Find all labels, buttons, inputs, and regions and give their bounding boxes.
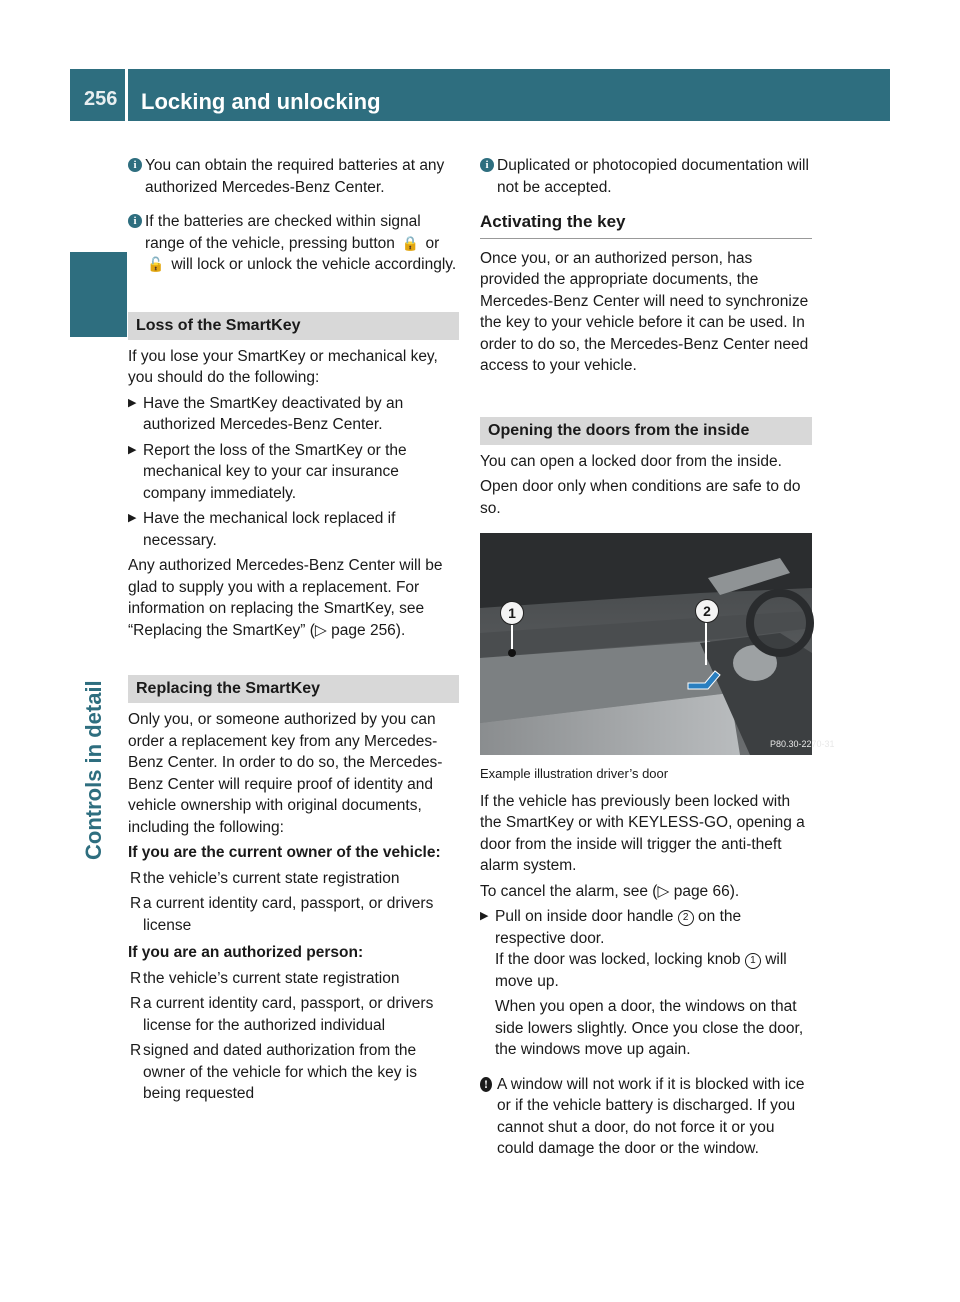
cancel-alarm-text: To cancel the alarm, see (▷ page 66).	[480, 882, 740, 900]
warning-icon: !	[480, 1077, 492, 1092]
loss-step	[128, 393, 459, 436]
header-divider	[125, 69, 128, 121]
open-door-step	[480, 906, 812, 1061]
info-note-duplicated	[480, 155, 812, 198]
side-tab-block	[70, 252, 127, 337]
list-item	[128, 868, 459, 890]
warning-note	[480, 1074, 812, 1160]
left-column	[128, 155, 459, 1105]
side-tab	[81, 600, 121, 860]
callout-2-ref: 2	[678, 910, 694, 926]
figure-code: P80.30-2270-31	[770, 739, 835, 749]
unlock-icon: 🔓	[147, 256, 165, 272]
bullet-icon: R	[130, 969, 142, 987]
window-behavior-text: When you open a door, the windows on that side lowers slightly. Once you close the door, the windows move up again.	[495, 998, 804, 1058]
section-title-opening: Opening the doors from the inside	[480, 417, 812, 445]
step-text-b: on the respective door.	[495, 908, 742, 947]
step-text-d: will move up.	[495, 951, 787, 990]
section-title-replacing: Replacing the SmartKey	[128, 675, 459, 703]
note-text-b: will lock or unlock the vehicle accordingly.	[171, 256, 457, 273]
owner-heading: If you are the current owner of the vehicle:	[128, 844, 441, 861]
loss-step	[128, 440, 459, 505]
step-text: Report the loss of the SmartKey or the mechanical key to your car insurance company immediately.	[143, 441, 407, 502]
list-item-text: signed and dated authorization from the owner of the vehicle for which the key is being requested	[143, 1042, 417, 1102]
arrow-icon: ▶	[128, 443, 137, 456]
note-text: You can obtain the required batteries at any authorized Mercedes-Benz Center.	[145, 157, 445, 196]
arrow-icon: ▶	[480, 910, 489, 922]
opening-p2: Open door only when conditions are safe to do so.	[480, 478, 801, 517]
side-tab-label: Controls in detail	[81, 680, 106, 860]
loss-step	[128, 508, 459, 551]
arrow-icon: ▶	[128, 512, 137, 524]
opening-p1: You can open a locked door from the inside.	[480, 452, 782, 470]
step-text: Have the mechanical lock replaced if necessary.	[143, 510, 396, 549]
callout-1-ref: 1	[745, 953, 761, 969]
loss-outro: Any authorized Mercedes-Benz Center will be glad to supply you with a replacement. For information on replacing the SmartKey, see “Replacing the SmartKey” (▷ page 256).	[128, 557, 443, 639]
list-item-text: a current identity card, passport, or drivers license	[143, 895, 434, 934]
step-text: Have the SmartKey deactivated by an authorized Mercedes-Benz Center.	[143, 394, 404, 433]
info-icon: i	[480, 158, 494, 172]
bullet-icon: R	[130, 1042, 142, 1059]
bullet-icon: R	[130, 995, 142, 1012]
info-icon: i	[128, 214, 142, 228]
bullet-icon: R	[130, 869, 142, 887]
figure-callout-1: 1	[500, 601, 524, 625]
step-text-c: If the door was locked, locking knob	[495, 951, 741, 968]
door-illustration	[480, 533, 835, 755]
step-text-a: Pull on inside door handle	[495, 908, 674, 925]
section-title-activating: Activating the key	[480, 211, 812, 239]
figure-caption: Example illustration driver’s door	[480, 766, 669, 781]
note-text-a: If the batteries are checked within signal range of the vehicle, pressing button	[145, 213, 421, 252]
warning-text: A window will not work if it is blocked with ice or if the vehicle battery is discharged. If you cannot shut a door, do not force it or you could damage the door or the window.	[497, 1075, 805, 1157]
figure-callout-2: 2	[695, 599, 719, 623]
replacing-intro: Only you, or someone authorized by you can order a replacement key from any Mercedes-Benz Center. In order to do so, the Mercedes-Benz Center will require proof of identity and vehicle ownership with original documents, including the following:	[128, 711, 443, 836]
info-icon: i	[128, 158, 142, 172]
list-item	[128, 993, 459, 1036]
alarm-paragraph: If the vehicle has previously been locked with the SmartKey or with KEYLESS-GO, opening a door from the inside will trigger the anti-theft alarm system.	[480, 792, 805, 874]
activating-text: Once you, or an authorized person, has provided the appropriate documents, the Mercedes-Benz Center will need to synchronize the key to your vehicle before it can be used. In order to do so, the Mercedes-Benz Center need access to your vehicle.	[480, 249, 809, 374]
auth-heading: If you are an authorized person:	[128, 944, 364, 961]
list-item	[128, 893, 459, 936]
lock-icon: 🔒	[401, 234, 419, 251]
note-text: Duplicated or photocopied documentation will not be accepted.	[497, 157, 809, 196]
note-or: or	[425, 234, 440, 252]
list-item-text: the vehicle’s current state registration	[143, 969, 400, 987]
list-item-text: a current identity card, passport, or drivers license for the authorized individual	[143, 995, 434, 1034]
door-illustration-graphic	[480, 533, 835, 755]
page-title: Locking and unlocking	[141, 89, 381, 114]
right-column	[480, 155, 835, 1173]
info-note-batteries	[128, 155, 459, 198]
loss-intro: If you lose your SmartKey or mechanical key, you should do the following:	[128, 347, 438, 386]
bullet-icon: R	[130, 895, 142, 912]
note-text	[145, 211, 459, 276]
info-note-signal	[128, 211, 459, 276]
list-item	[128, 1040, 459, 1105]
list-item	[128, 968, 459, 990]
section-title-loss: Loss of the SmartKey	[128, 312, 459, 340]
arrow-icon: ▶	[128, 396, 137, 409]
page-number: 256	[84, 88, 118, 110]
list-item-text: the vehicle’s current state registration	[143, 869, 400, 887]
